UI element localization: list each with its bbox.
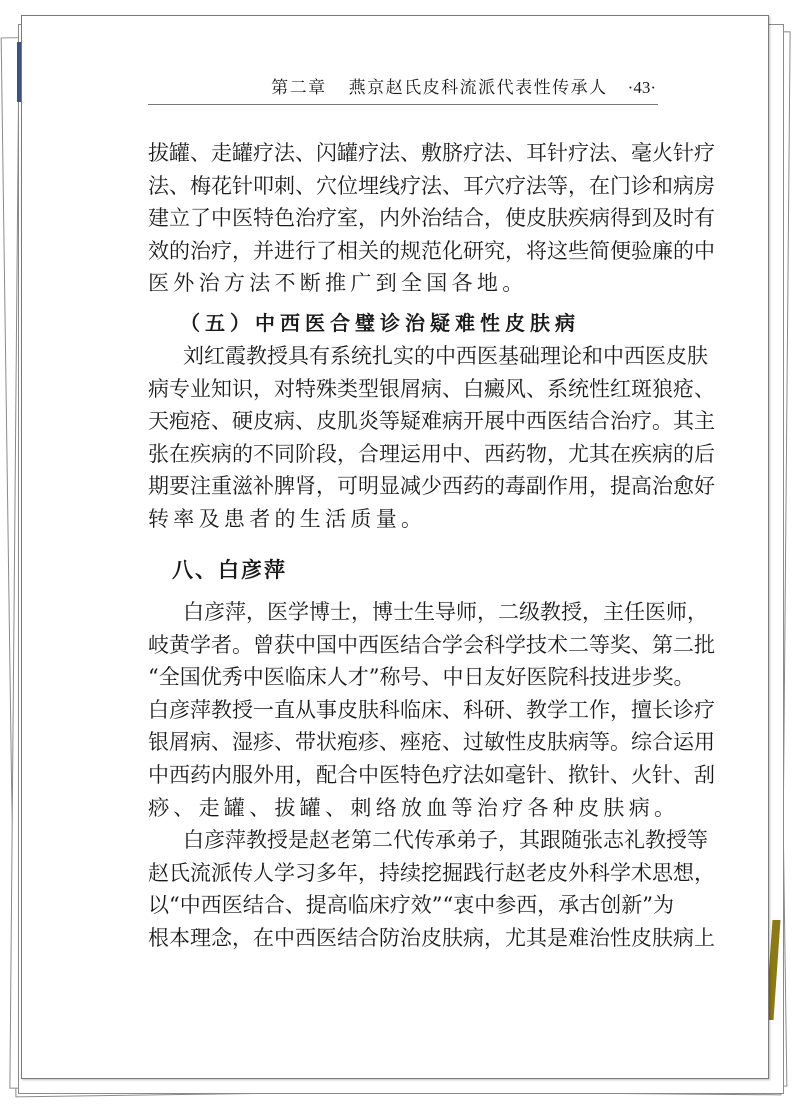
text-line: 刘红霞教授具有系统扎实的中西医基础理论和中西医皮肤 — [183, 344, 708, 368]
text-line: 白彦萍，医学博士，博士生导师，二级教授，主任医师， — [183, 600, 708, 624]
text-line: “全国优秀中医临床人才”称号、中日友好医院科技进步奖。 — [148, 665, 695, 690]
chapter-label: 第二章 — [271, 78, 327, 98]
text-line: 张在疾病的不同阶段，合理运用中、西药物，尤其在疾病的后 — [148, 441, 715, 466]
text-line: 赵氏流派传人学习多年，持续挖掘践行赵老皮外科学术思想， — [148, 860, 715, 885]
text-line: 法、梅花针叩刺、穴位埋线疗法、耳穴疗法等，在门诊和病房 — [148, 173, 715, 198]
text-line: 白彦萍教授一直从事皮肤科临床、科研、教学工作，擅长诊疗 — [148, 697, 715, 722]
text-line: 效的治疗，并进行了相关的规范化研究，将这些简便验廉的中 — [148, 238, 715, 263]
text-line: 医外治方法不断推广到全国各地。 — [148, 271, 528, 296]
text-line: 银屑病、湿疹、带状疱疹、痤疮、过敏性皮肤病等。综合运用 — [148, 730, 715, 755]
text-line: 拔罐、走罐疗法、闪罐疗法、敷脐疗法、耳针疗法、毫火针疗 — [148, 141, 715, 165]
header-rule — [148, 104, 658, 105]
text-line: 以“中西医结合、提高临床疗效”“衷中参西，承古创新”为 — [148, 893, 674, 918]
text-line: 白彦萍教授是赵老第二代传承弟子，其跟随张志礼教授等 — [183, 828, 708, 852]
text-line: 中西药内服外用，配合中医特色疗法如毫针、揿针、火针、刮 — [148, 763, 715, 787]
chapter-title: 燕京赵氏皮科流派代表性传承人 — [348, 78, 608, 98]
subsection-heading: （五）中西医合璧诊治疑难性皮肤病 — [180, 311, 580, 335]
text-line: 建立了中医特色治疗室，内外治结合，使皮肤疾病得到及时有 — [148, 206, 715, 231]
text-line: 期要注重滋补脾肾，可明显减少西药的毒副作用，提高治愈好 — [148, 474, 715, 499]
text-line: 岐黄学者。曾获中国中西医结合学会科学技术二等奖、第二批 — [148, 632, 715, 657]
section-heading: 八、白彦萍 — [172, 558, 287, 582]
text-line: 天疱疮、硬皮病、皮肌炎等疑难病开展中西医结合治疗。其主 — [148, 409, 715, 434]
running-header — [220, 73, 656, 98]
text-line: 根本理念，在中西医结合防治皮肤病，尤其是难治性皮肤病上 — [148, 925, 715, 950]
text-line: 痧、走罐、拔罐、刺络放血等治疗各种皮肤病。 — [148, 795, 680, 820]
page-number: ·43· — [627, 78, 656, 97]
text-line: 转率及患者的生活质量。 — [148, 507, 427, 531]
text-line: 病专业知识，对特殊类型银屑病、白癜风、系统性红斑狼疮、 — [148, 376, 715, 401]
